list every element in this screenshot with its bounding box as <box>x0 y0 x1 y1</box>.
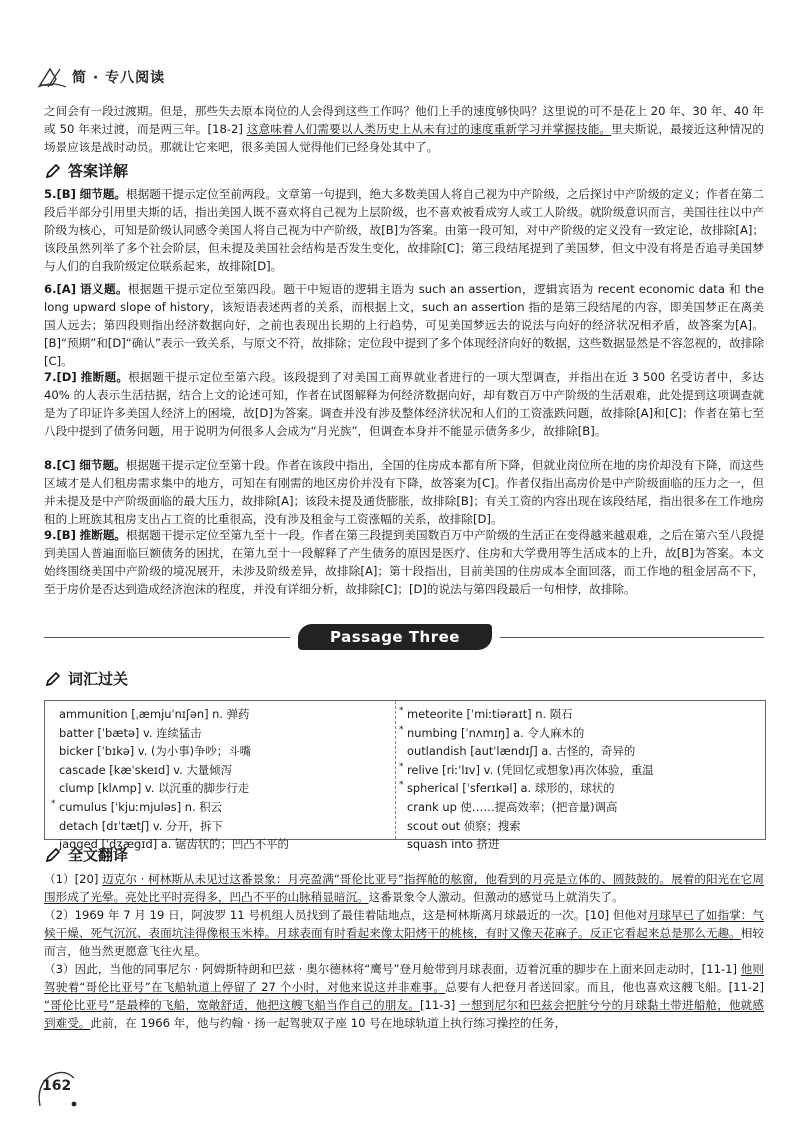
page-number: 162 <box>42 1078 72 1094</box>
vocab-title: 词汇过关 <box>68 670 129 688</box>
vocab-entry: bicker [ˈbɪkə] v. (为小事)争吵；斗嘴 <box>59 744 251 759</box>
vocab-entry: crank up 使……提高效率；(把音量)调高 <box>407 799 618 814</box>
intro-text-end: 里夫斯说，最接近这种情况的场景应该是战时动员。那就让它来吧，很多美国人觉得他们已经身处其中了。 <box>44 122 764 154</box>
book-logo-icon <box>36 63 68 91</box>
vocab-entry: squash into 挤进 <box>407 837 500 852</box>
passage-title: Passage Three <box>298 624 492 650</box>
vocab-entry: * numbing [ˈnʌmɪŋ] a. 令人麻木的 <box>399 724 585 740</box>
answer-item-7: 7.[D] 推断题。根据题干提示定位至第六段。该段提到了对美国工商界就业者进行的一项大型调查，并指出在近 3 500 名受访者中，多达 40% 的人表示生活拮据，结合上文的论述可知，作者在试图解释为何经济数据向好，却有数百万中产阶级的生活艰难，此处提到这项调查就是为了印证许多美国人经济上的困境，故[D]为答案。调查并没有涉及整体经济状况和人们的工资涨跌问题，故排除[A]和[C]；作者在第七至八段中提到了债务问题，用于说明为何很多人会成为“月光族”，但调查本身并不能显示债务多少，故排除[B]。 <box>44 370 764 438</box>
translation-title: 全文翻译 <box>68 846 129 864</box>
answers-section-header <box>44 160 128 181</box>
answer-item-9: 9.[B] 推断题。根据题干提示定位至第九至十一段。作者在第三段提到美国数百万中产阶级的生活正在变得越来越艰难，之后在第六至八段提到美国人普遍面临巨额债务的困扰，在第九至十一段解释了产生债务的原因是医疗、住房和大学费用等生活成本的上升，故[B]为答案。本文始终围绕美国中产阶级的境况展开，未涉及阶级差异，故排除[A]；第十段指出，目前美国的住房成本全面回落，而工作地的租金居高不下，至于房价是否达到造成经济泡沫的程度，并没有详细分析，故排除[C]；[D]的说法与第四段最后一句相悖，故排除。 <box>44 528 764 596</box>
translation-paragraph-3: （3）因此，当他的同事尼尔 · 阿姆斯特朗和巴兹 · 奥尔德林将“鹰号”登月舱带到月球表面，迈着沉重的脚步在上面来回走动时，[11-1] 他则驾驶着“哥伦比亚号”在飞船轨道上停留了 27 个小时，对他来说这并非难事。总要有人把登月者送回家。而且，他也喜欢这艘飞船。[11-2] “哥伦比亚号”是最棒的飞船，宽敞舒适，他把这艘飞船当作自己的朋友。[11-3] 一想到尼尔和巴兹会把脏兮兮的月球黏土带进船舱，他就感到难受。此前，在 1966 年，他与约翰 · 扬一起驾驶双子座 10 号在地球轨道上执行练习操控的任务， <box>44 962 765 1030</box>
vocab-entry: scout out 侦察；搜索 <box>407 818 521 833</box>
vocab-section-header <box>44 668 128 689</box>
banner-rule-right <box>500 637 764 638</box>
vocab-entry: detach [dɪˈtætʃ] v. 分开，拆下 <box>59 818 223 833</box>
intro-underlined-text: 这意味着人们需要以人类历史上从未有过的速度重新学习并掌握技能。 <box>246 122 612 136</box>
passage-banner <box>0 620 800 654</box>
intro-text: 之间会有一段过渡期。但是，那些失去原本岗位的人会得到这些工作吗？他们上手的速度够快吗？这里说的可不是花上 20 年、30 年、40 年或 50 年来过渡，而是两三年。[18-2] <box>44 104 764 136</box>
translation-paragraph-2: （2）1969 年 7 月 19 日，阿波罗 11 号机组人员找到了最佳着陆地点，这是柯林斯离月球最近的一次。[10] 但他对月球早已了如指掌：气候干燥、死气沉沉、表面坑洼得像根玉米棒。月球表面有时看起来像太阳烤干的桃核，有时又像天花麻子。反正它看起来总是那么无趣。相较而言，他当然更愿意飞往火星。 <box>44 908 764 958</box>
vocab-column-left <box>51 705 399 854</box>
translation-paragraph-1: （1）[20] 迈克尔 · 柯林斯从未见过这番景象：月亮盈满“哥伦比亚号”指挥舱的舷窗，他看到的月亮是立体的、圆鼓鼓的。展着的阳光在它周围形成了光晕。亮处比平时亮得多，凹凸不平的山脉稍显暗沉。这番景象令人激动。但激动的感觉马上就消失了。 <box>44 872 764 904</box>
answers-title: 答案详解 <box>68 162 129 180</box>
vocab-entry: * meteorite [ˈmiːtiəraɪt] n. 陨石 <box>399 706 573 721</box>
vocab-entry: jagged [ˈdʒægɪd] a. 锯齿状的；凹凸不平的 <box>59 837 289 852</box>
vocab-entry: * spherical [ˈsferɪkəl] a. 球形的，球状的 <box>399 780 615 796</box>
vocab-entry: * cumulus [ˈkjuːmjuləs] n. 积云 <box>51 798 223 814</box>
vocab-entry: clump [klʌmp] v. 以沉重的脚步行走 <box>59 781 250 796</box>
vocab-column-right <box>399 705 747 854</box>
vocab-entry: * relive [riːˈlɪv] v. (凭回忆或想象)再次体验，重温 <box>399 761 654 777</box>
header-title: 简 · 专八阅读 <box>72 70 166 86</box>
vocab-entry: cascade [kæˈskeɪd] v. 大量倾泻 <box>59 762 232 777</box>
intro-paragraph <box>44 102 764 156</box>
vocab-entry: outlandish [autˈlændɪʃ] a. 古怪的，奇异的 <box>407 744 636 759</box>
answer-item-5: 5.[B] 细节题。根据题干提示定位至前两段。文章第一句提到，绝大多数美国人将自己视为中产阶级，之后探讨中产阶级的定义；作者在第二段后半部分引用里夫斯的话，指出美国人既不喜欢将自己视为上层阶级，也不喜欢被看成穷人或工人阶级。就阶级意识而言，美国往往以中产阶级为核心，可知是阶级认同感令美国人将自己视为中产阶级，故[B]为答案。由第一段可知，对中产阶级的定义没有一致定论，故排除[A]；该段虽然列举了多个社会阶层，但未提及美国社会结构是否发生变化，故排除[C]；第三段结尾提到了美国梦，但文中没有将是否追寻美国梦与人们的自我阶级定位联系起来，故排除[D]。 <box>44 187 764 273</box>
vocab-entry: ammunition [ˌæmjuˈnɪʃən] n. 弹药 <box>59 707 250 721</box>
page-header <box>36 62 165 92</box>
pencil-icon <box>44 846 62 864</box>
vocab-box <box>44 700 766 852</box>
translation-section-header <box>44 844 128 865</box>
pencil-icon <box>44 162 62 180</box>
answer-item-6: 6.[A] 语义题。根据题干提示定位至第四段。题干中短语的逻辑主语为 such an assertion，逻辑宾语为 recent economic data 和 the long upward slope of history，该短语表述两者的关系，而根据上文，such an assertion 指的是第三段结尾的内容，即美国梦正在离美国人远去；第四段则指出经济数据向好，之前也表现出长期的上行趋势，可见美国梦远去的说法与向好的经济状况相矛盾，故答案为[A]。[B]“预期”和[D]“确认”表示一致关系，与原文不符，故排除；定位段中提到了多个体现经济向好的数据，这些数据显然是不容忽视的，故排除[C]。 <box>44 282 764 368</box>
answer-item-8: 8.[C] 细节题。根据题干提示定位至第十段。作者在该段中指出，全国的住房成本都有所下降，但就业岗位所在地的房价却没有下降，而这些区域才是人们租房需求集中的地方，可知在有刚需的地区房价并没有下降，故答案为[C]。作者仅指出高房价是中产阶级面临的压力之一，但并未提及是中产阶级面临的最大压力，故排除[A]；该段未提及通货膨胀，故排除[B]；有关工资的内容出现在该段结尾，指出很多在工作地房租的上班族其租房支出占工资的比重很高，没有涉及租金与工资涨幅的关系，故排除[D]。 <box>44 458 764 526</box>
vocab-entry: batter [ˈbætə] v. 连续猛击 <box>59 725 202 740</box>
banner-rule-left <box>44 637 290 638</box>
pencil-icon <box>44 670 62 688</box>
